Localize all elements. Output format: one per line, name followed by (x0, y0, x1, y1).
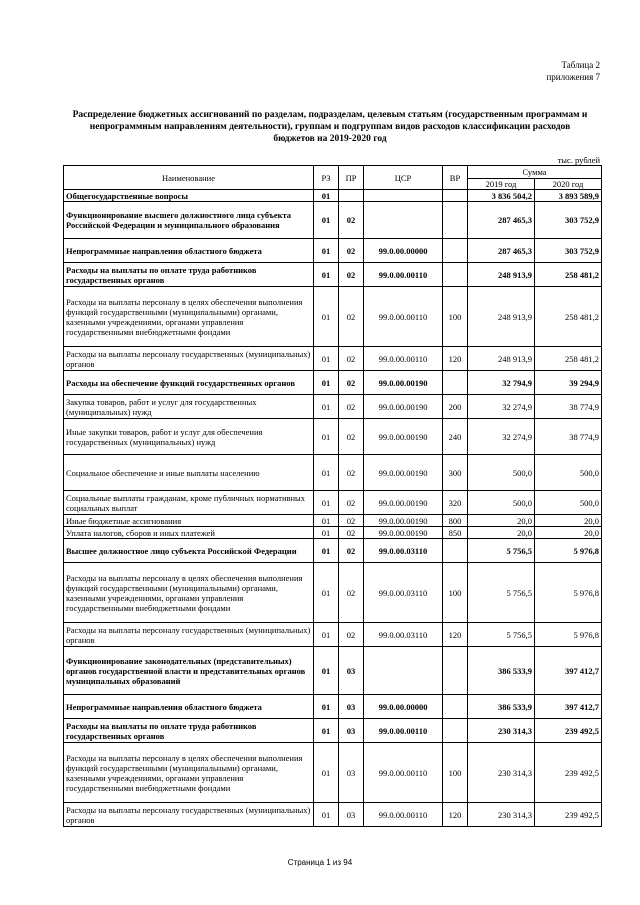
table-row (64, 371, 602, 395)
table-body (64, 190, 602, 827)
cell-amount-2019: 287 465,3 (468, 239, 535, 263)
cell-name: Расходы на выплаты персоналу в целях обеспечения выполнения функций государственными (муниципальными) органами, казенными учреждениями, органами управления государственными внебюджетными фондами (64, 743, 314, 803)
cell-vr: 120 (443, 347, 468, 371)
cell-amount-2020: 3 893 589,9 (535, 190, 602, 202)
cell-amount-2019: 500,0 (468, 491, 535, 515)
cell-csr: 99.0.00.00000 (364, 239, 443, 263)
cell-pr: 03 (339, 647, 364, 695)
table-row (64, 695, 602, 719)
cell-rz: 01 (314, 527, 339, 539)
cell-amount-2019: 248 913,9 (468, 263, 535, 287)
cell-amount-2020: 5 976,8 (535, 539, 602, 563)
cell-rz: 01 (314, 623, 339, 647)
cell-csr (364, 202, 443, 239)
cell-pr: 03 (339, 719, 364, 743)
cell-amount-2020: 5 976,8 (535, 563, 602, 623)
table-row (64, 539, 602, 563)
table-row (64, 491, 602, 515)
cell-csr: 99.0.00.00190 (364, 491, 443, 515)
cell-csr: 99.0.00.00110 (364, 347, 443, 371)
cell-vr: 240 (443, 419, 468, 455)
cell-csr: 99.0.00.00190 (364, 455, 443, 491)
cell-vr: 100 (443, 743, 468, 803)
cell-rz: 01 (314, 743, 339, 803)
cell-vr: 120 (443, 803, 468, 827)
cell-name: Расходы на выплаты по оплате труда работников государственных органов (64, 719, 314, 743)
cell-pr: 02 (339, 347, 364, 371)
cell-pr: 02 (339, 202, 364, 239)
cell-csr: 99.0.00.00190 (364, 371, 443, 395)
cell-amount-2019: 500,0 (468, 455, 535, 491)
cell-rz: 01 (314, 202, 339, 239)
cell-amount-2019: 20,0 (468, 515, 535, 527)
cell-pr: 02 (339, 563, 364, 623)
cell-rz: 01 (314, 239, 339, 263)
cell-amount-2019: 287 465,3 (468, 202, 535, 239)
cell-amount-2019: 230 314,3 (468, 719, 535, 743)
table-row (64, 719, 602, 743)
cell-name: Иные бюджетные ассигнования (64, 515, 314, 527)
cell-vr (443, 539, 468, 563)
cell-amount-2019: 5 756,5 (468, 563, 535, 623)
cell-name: Расходы на выплаты персоналу государственных (муниципальных) органов (64, 623, 314, 647)
cell-amount-2019: 32 794,9 (468, 371, 535, 395)
cell-csr: 99.0.00.00000 (364, 695, 443, 719)
cell-name: Высшее должностное лицо субъекта Российской Федерации (64, 539, 314, 563)
cell-amount-2020: 38 774,9 (535, 395, 602, 419)
table-row (64, 347, 602, 371)
table-row (64, 455, 602, 491)
page-number: Страница 1 из 94 (287, 858, 353, 867)
cell-csr: 99.0.00.00110 (364, 743, 443, 803)
column-header-name: Наименование (64, 166, 314, 190)
cell-rz: 01 (314, 347, 339, 371)
cell-amount-2020: 258 481,2 (535, 287, 602, 347)
cell-csr: 99.0.00.03110 (364, 563, 443, 623)
document-title: Распределение бюджетных ассигнований по разделам, подразделам, целевым статьям (государственным программам и непрограммным направлениям деятельности), группам и подгруппам видов расходов классификации расходов бюджетов на 2019-2020 год (72, 110, 588, 144)
cell-rz: 01 (314, 647, 339, 695)
cell-rz: 01 (314, 539, 339, 563)
cell-name: Расходы на выплаты по оплате труда работников государственных органов (64, 263, 314, 287)
cell-amount-2020: 397 412,7 (535, 695, 602, 719)
cell-amount-2020: 5 976,8 (535, 623, 602, 647)
cell-amount-2020: 303 752,9 (535, 239, 602, 263)
cell-csr (364, 190, 443, 202)
cell-vr: 300 (443, 455, 468, 491)
table-row (64, 202, 602, 239)
cell-pr: 03 (339, 803, 364, 827)
cell-pr: 02 (339, 287, 364, 347)
cell-name: Расходы на выплаты персоналу государственных (муниципальных) органов (64, 347, 314, 371)
cell-pr: 02 (339, 527, 364, 539)
cell-amount-2019: 386 533,9 (468, 647, 535, 695)
cell-rz: 01 (314, 515, 339, 527)
cell-amount-2019: 32 274,9 (468, 419, 535, 455)
cell-pr (339, 190, 364, 202)
cell-amount-2020: 20,0 (535, 515, 602, 527)
cell-amount-2020: 38 774,9 (535, 419, 602, 455)
cell-name: Уплата налогов, сборов и иных платежей (64, 527, 314, 539)
cell-name: Социальные выплаты гражданам, кроме публичных нормативных социальных выплат (64, 491, 314, 515)
cell-vr: 800 (443, 515, 468, 527)
cell-csr: 99.0.00.03110 (364, 623, 443, 647)
table-row (64, 190, 602, 202)
cell-amount-2020: 258 481,2 (535, 347, 602, 371)
cell-pr: 02 (339, 263, 364, 287)
cell-csr: 99.0.00.00190 (364, 419, 443, 455)
budget-table (63, 165, 602, 827)
cell-amount-2019: 5 756,5 (468, 623, 535, 647)
cell-amount-2019: 248 913,9 (468, 287, 535, 347)
table-number-label: Таблица 2 (561, 60, 600, 70)
cell-amount-2020: 258 481,2 (535, 263, 602, 287)
cell-pr: 02 (339, 395, 364, 419)
cell-rz: 01 (314, 803, 339, 827)
cell-amount-2020: 39 294,9 (535, 371, 602, 395)
table-row (64, 623, 602, 647)
cell-csr (364, 647, 443, 695)
cell-vr (443, 239, 468, 263)
column-header-sum: Сумма (468, 166, 602, 179)
cell-amount-2020: 303 752,9 (535, 202, 602, 239)
column-header-vr: ВР (443, 166, 468, 190)
cell-vr (443, 647, 468, 695)
cell-pr: 02 (339, 239, 364, 263)
cell-rz: 01 (314, 455, 339, 491)
table-row (64, 563, 602, 623)
cell-rz: 01 (314, 695, 339, 719)
cell-amount-2019: 3 836 504,2 (468, 190, 535, 202)
cell-pr: 02 (339, 539, 364, 563)
unit-label: тыс. рублей (557, 155, 600, 165)
cell-pr: 02 (339, 491, 364, 515)
cell-rz: 01 (314, 719, 339, 743)
cell-csr: 99.0.00.00110 (364, 263, 443, 287)
cell-name: Непрограммные направления областного бюджета (64, 239, 314, 263)
cell-name: Функционирование высшего должностного лица субъекта Российской Федерации и муниципального образования (64, 202, 314, 239)
cell-csr: 99.0.00.00190 (364, 527, 443, 539)
cell-rz: 01 (314, 395, 339, 419)
cell-vr (443, 719, 468, 743)
cell-name: Расходы на обеспечение функций государственных органов (64, 371, 314, 395)
cell-name: Закупка товаров, работ и услуг для государственных (муниципальных) нужд (64, 395, 314, 419)
column-header-rz: РЗ (314, 166, 339, 190)
cell-vr (443, 371, 468, 395)
column-header-pr: ПР (339, 166, 364, 190)
table-row (64, 263, 602, 287)
cell-csr: 99.0.00.00190 (364, 395, 443, 419)
cell-rz: 01 (314, 263, 339, 287)
table-row (64, 419, 602, 455)
table-row (64, 803, 602, 827)
cell-name: Расходы на выплаты персоналу в целях обеспечения выполнения функций государственными (муниципальными) органами, казенными учреждениями, органами управления государственными внебюджетными фондами (64, 563, 314, 623)
cell-amount-2020: 397 412,7 (535, 647, 602, 695)
cell-name: Непрограммные направления областного бюджета (64, 695, 314, 719)
column-header-2019: 2019 год (468, 179, 535, 190)
cell-pr: 03 (339, 695, 364, 719)
cell-amount-2020: 239 492,5 (535, 719, 602, 743)
cell-pr: 02 (339, 623, 364, 647)
cell-amount-2020: 239 492,5 (535, 743, 602, 803)
cell-name: Расходы на выплаты персоналу государственных (муниципальных) органов (64, 803, 314, 827)
cell-rz: 01 (314, 190, 339, 202)
cell-vr: 120 (443, 623, 468, 647)
table-row (64, 239, 602, 263)
cell-vr (443, 263, 468, 287)
table-row (64, 647, 602, 695)
cell-vr: 850 (443, 527, 468, 539)
table-row (64, 287, 602, 347)
cell-name: Расходы на выплаты персоналу в целях обеспечения выполнения функций государственными (муниципальными) органами, казенными учреждениями, органами управления государственными внебюджетными фондами (64, 287, 314, 347)
cell-amount-2019: 386 533,9 (468, 695, 535, 719)
cell-vr (443, 695, 468, 719)
cell-csr: 99.0.00.03110 (364, 539, 443, 563)
cell-vr (443, 190, 468, 202)
cell-rz: 01 (314, 419, 339, 455)
cell-vr: 100 (443, 563, 468, 623)
cell-csr: 99.0.00.00110 (364, 803, 443, 827)
cell-vr: 200 (443, 395, 468, 419)
cell-csr: 99.0.00.00110 (364, 719, 443, 743)
cell-pr: 03 (339, 743, 364, 803)
cell-amount-2020: 239 492,5 (535, 803, 602, 827)
cell-amount-2019: 230 314,3 (468, 743, 535, 803)
cell-name: Социальное обеспечение и иные выплаты населению (64, 455, 314, 491)
cell-name: Иные закупки товаров, работ и услуг для обеспечения государственных (муниципальных) нужд (64, 419, 314, 455)
cell-amount-2019: 5 756,5 (468, 539, 535, 563)
cell-vr: 100 (443, 287, 468, 347)
cell-vr: 320 (443, 491, 468, 515)
table-caption (546, 59, 600, 83)
cell-pr: 02 (339, 515, 364, 527)
cell-rz: 01 (314, 491, 339, 515)
cell-amount-2019: 20,0 (468, 527, 535, 539)
cell-name: Общегосударственные вопросы (64, 190, 314, 202)
cell-vr (443, 202, 468, 239)
table-row (64, 527, 602, 539)
cell-amount-2019: 230 314,3 (468, 803, 535, 827)
cell-rz: 01 (314, 563, 339, 623)
cell-csr: 99.0.00.00190 (364, 515, 443, 527)
column-header-2020: 2020 год (535, 179, 602, 190)
table-row (64, 515, 602, 527)
cell-amount-2020: 500,0 (535, 455, 602, 491)
cell-name: Функционирование законодательных (представительных) органов государственной власти и представительных органов муниципальных образований (64, 647, 314, 695)
table-row (64, 395, 602, 419)
cell-rz: 01 (314, 371, 339, 395)
cell-amount-2020: 500,0 (535, 491, 602, 515)
cell-amount-2020: 20,0 (535, 527, 602, 539)
cell-rz: 01 (314, 287, 339, 347)
cell-pr: 02 (339, 455, 364, 491)
table-row (64, 743, 602, 803)
cell-pr: 02 (339, 371, 364, 395)
column-header-csr: ЦСР (364, 166, 443, 190)
cell-pr: 02 (339, 419, 364, 455)
cell-csr: 99.0.00.00110 (364, 287, 443, 347)
appendix-label: приложения 7 (546, 72, 600, 82)
cell-amount-2019: 32 274,9 (468, 395, 535, 419)
cell-amount-2019: 248 913,9 (468, 347, 535, 371)
